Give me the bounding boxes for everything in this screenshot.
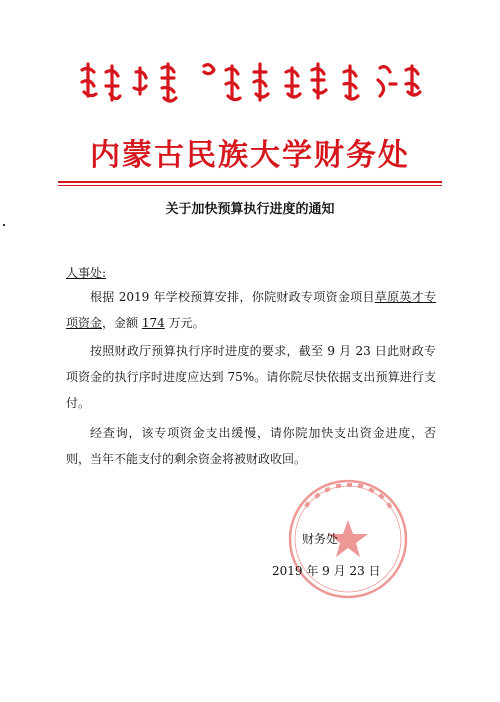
signature-date: 2019 年 9 月 23 日 [272, 564, 381, 578]
notice-title: 关于加快预算执行进度的通知 [165, 202, 335, 217]
letterhead-rule-thin [58, 185, 442, 186]
mongolian-script-logo [60, 58, 440, 108]
para1-text-end: 万元。 [164, 316, 205, 330]
project-name: 草原英才专项资金 [66, 290, 436, 330]
organization-title: 内蒙古民族大学财务处 [90, 138, 410, 173]
paragraph-warning: 经查询，该专项资金支出缓慢，请你院加快支出资金进度，否则，当年不能支付的剩余资金将被财政收回。 [66, 426, 436, 466]
amount-value: 174 [141, 316, 165, 330]
margin-mark [3, 224, 5, 226]
para1-text-start: 根据 2019 年学校预算安排，你院财政专项资金项目 [90, 290, 375, 304]
letterhead-rule-thick [58, 181, 442, 183]
para1-text-middle: ，金额 [102, 316, 142, 330]
paragraph-progress: 按照财政厅预算执行序时进度的要求，截至 9 月 23 日此财政专项资金的执行序时进度应达到 75%。请你院尽快依据支出预算进行支付。 [66, 344, 436, 410]
addressee: 人事处: [66, 266, 107, 280]
paragraph-budget [66, 284, 436, 336]
signer-name: 财务处 [302, 532, 339, 546]
